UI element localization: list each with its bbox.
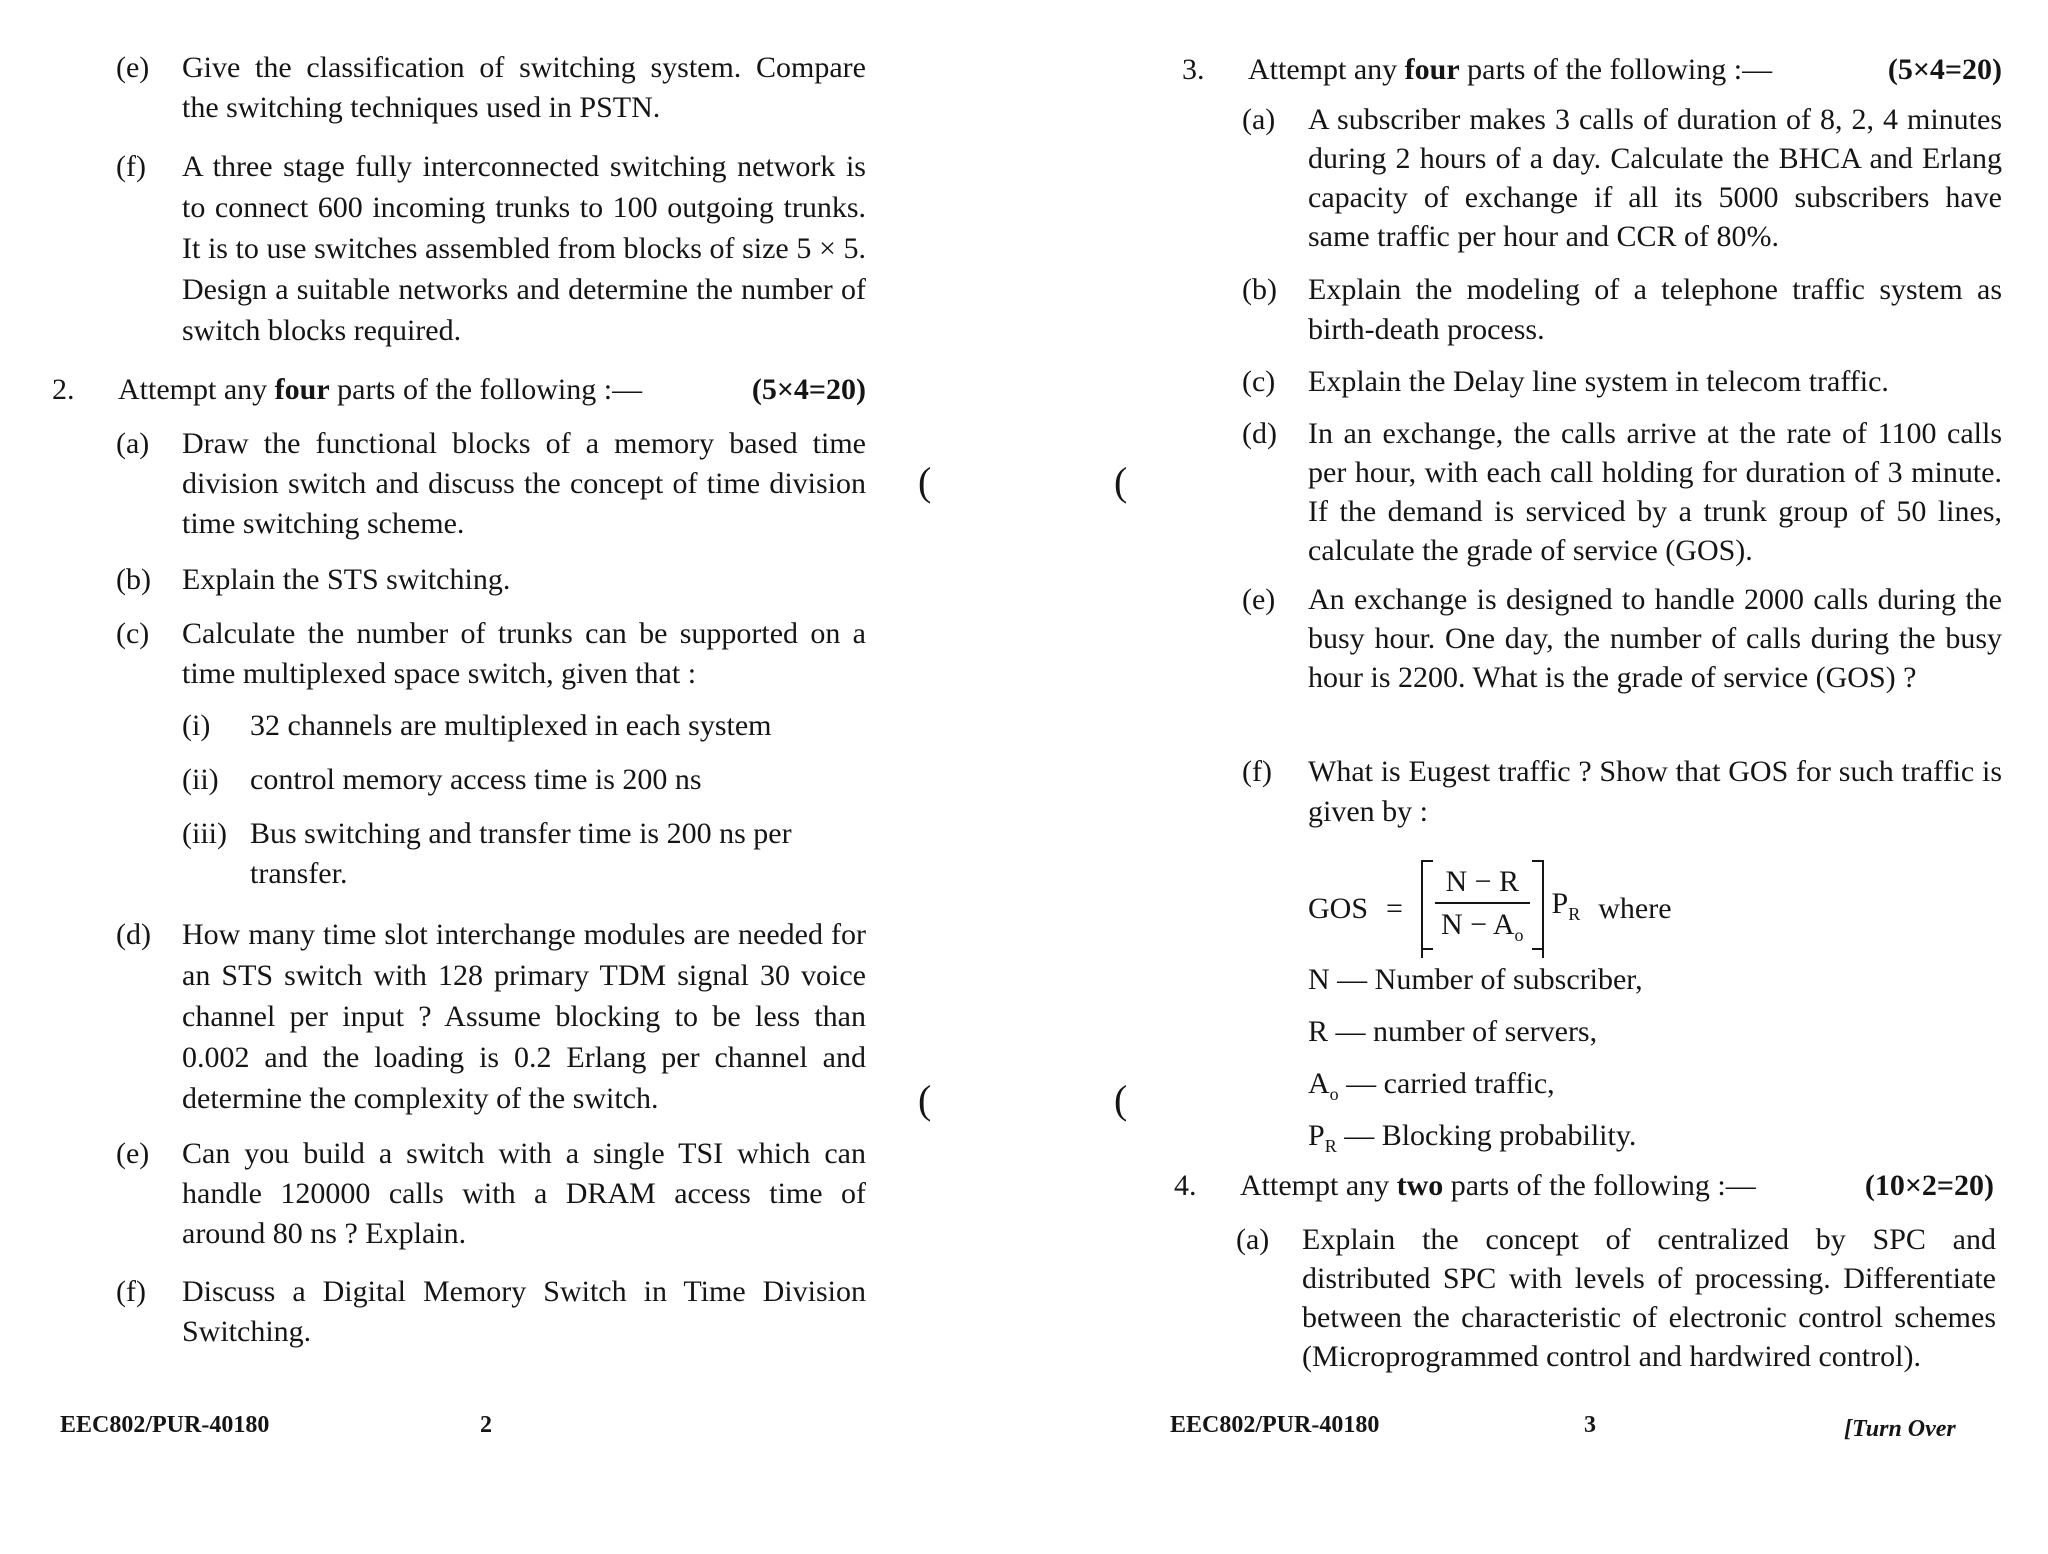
formula-denominator xyxy=(1435,902,1530,956)
q2-part-a xyxy=(116,424,866,544)
q2c-subpart-i xyxy=(182,706,866,746)
definition-text: — carried traffic, xyxy=(1346,1067,1555,1100)
part-text: In an exchange, the calls arrive at the rate of 1100 calls per hour, with each call holding for duration of 3 minute. If the demand is serviced by a trunk group of 50 lines, calculate the grade of service (GOS). xyxy=(1308,417,2002,567)
definition-symbol: P xyxy=(1308,1119,1325,1152)
subpart-label: (ii) xyxy=(182,763,219,796)
part-text: Calculate the number of trunks can be supported on a time multiplexed space switch, given that : xyxy=(182,617,866,690)
part-label: (d) xyxy=(116,918,151,951)
question-4-heading xyxy=(1174,1166,1994,1206)
formula-equals: = xyxy=(1386,892,1403,925)
q2-part-d xyxy=(116,914,866,1119)
definition-symbol: N xyxy=(1308,963,1330,996)
definition-n xyxy=(1308,960,1643,1012)
margin-mark: ( xyxy=(1114,1077,1128,1122)
subpart-text: 32 channels are multiplexed in each system xyxy=(250,709,772,742)
part-text: What is Eugest traffic ? Show that GOS for such traffic is given by : xyxy=(1308,755,2002,828)
turn-over-note: [Turn Over xyxy=(1844,1416,1956,1442)
part-label: (b) xyxy=(1242,273,1277,306)
q2-part-c xyxy=(116,614,866,694)
definition-subscript: R xyxy=(1324,1136,1337,1156)
q3-part-a xyxy=(1242,100,2002,256)
instruction-text: parts of the following :— xyxy=(1467,53,1773,86)
part-label: (c) xyxy=(116,617,150,650)
q3-part-b xyxy=(1242,270,2002,350)
question-marks: (5×4=20) xyxy=(751,373,866,406)
part-text: A three stage fully interconnected switching network is to connect 600 incoming trunks to 100 outgoing trunks. It is to use switches assembled from blocks of size 5 × 5. Design a suitable networks and determine the number of switch blocks required. xyxy=(182,150,866,347)
margin-mark: ( xyxy=(918,1077,932,1122)
right-page xyxy=(1024,0,2048,1554)
definition-symbol: R xyxy=(1308,1015,1329,1048)
instruction-text: Attempt any xyxy=(118,373,268,406)
margin-mark: ( xyxy=(918,459,932,504)
part-text: Explain the Delay line system in telecom traffic. xyxy=(1308,365,1889,398)
definition-a0 xyxy=(1308,1064,1643,1116)
definition-subscript: o xyxy=(1329,1084,1339,1104)
subpart-text: control memory access time is 200 ns xyxy=(250,763,702,796)
subpart-label: (i) xyxy=(182,709,211,742)
footer-paper-code: EEC802/PUR-40180 xyxy=(60,1412,270,1438)
part-text: Explain the STS switching. xyxy=(182,563,511,596)
part-text: Discuss a Digital Memory Switch in Time Division Switching. xyxy=(182,1275,866,1348)
formula-numerator: N − R xyxy=(1445,865,1520,898)
q4-part-a xyxy=(1236,1220,1996,1376)
question-2-heading xyxy=(52,370,866,410)
part-label: (f) xyxy=(1242,755,1272,788)
part-label: (f) xyxy=(116,150,146,183)
definition-text: — Number of subscriber, xyxy=(1337,963,1643,996)
part-label: (a) xyxy=(1242,103,1276,136)
question-3-heading xyxy=(1182,50,2002,90)
formula-fraction xyxy=(1435,862,1530,956)
definition-pr xyxy=(1308,1116,1643,1168)
q2-part-b xyxy=(116,560,866,600)
margin-mark: ( xyxy=(1114,459,1128,504)
instruction-text: Attempt any xyxy=(1240,1169,1390,1202)
formula-factor xyxy=(1552,884,1581,934)
formula-lhs: GOS xyxy=(1308,892,1369,925)
part-label: (e) xyxy=(116,51,150,84)
q2-part-f xyxy=(116,1272,866,1352)
denominator-base: N − A xyxy=(1440,908,1515,941)
definition-r xyxy=(1308,1012,1643,1064)
question-marks: (10×2=20) xyxy=(1864,1169,1994,1202)
part-text: Give the classification of switching system. Compare the switching techniques used in PSTN. xyxy=(182,51,866,124)
part-label: (c) xyxy=(1242,365,1276,398)
denominator-subscript: o xyxy=(1514,925,1524,945)
q3-part-e xyxy=(1242,580,2002,697)
instruction-bold: two xyxy=(1396,1169,1444,1202)
question-number: 3. xyxy=(1182,53,1205,86)
q2c-subpart-iii xyxy=(182,814,866,894)
question-instruction xyxy=(1240,1166,1994,1206)
definition-symbol: A xyxy=(1308,1067,1330,1100)
question-number: 4. xyxy=(1174,1169,1197,1202)
q2c-subpart-ii xyxy=(182,760,866,800)
formula-bracket xyxy=(1421,860,1544,958)
part-text: Explain the concept of centralized by SPC and distributed SPC with levels of processing. Differentiate between the characteristic of electronic control schemes (Microprogrammed control and hardwired control). xyxy=(1302,1223,1996,1373)
instruction-text: Attempt any xyxy=(1248,53,1398,86)
q3-part-d xyxy=(1242,414,2002,570)
instruction-text: parts of the following :— xyxy=(1450,1169,1756,1202)
part-label: (e) xyxy=(1242,583,1276,616)
part-label: (d) xyxy=(1242,417,1277,450)
instruction-bold: four xyxy=(274,373,330,406)
q3-part-c xyxy=(1242,362,2002,402)
part-text: Can you build a switch with a single TSI which can handle 120000 calls with a DRAM access time of around 80 ns ? Explain. xyxy=(182,1137,866,1250)
page-number: 3 xyxy=(1584,1412,1596,1438)
part-label: (a) xyxy=(116,427,150,460)
subpart-text: Bus switching and transfer time is 200 ns per transfer. xyxy=(250,817,792,890)
part-label: (b) xyxy=(116,563,151,596)
q3-part-f xyxy=(1242,752,2002,832)
page-number: 2 xyxy=(480,1412,492,1438)
q1-part-f xyxy=(116,146,866,351)
definition-text: — number of servers, xyxy=(1335,1015,1598,1048)
formula-definitions xyxy=(1308,960,1643,1168)
part-text: Explain the modeling of a telephone traffic system as birth-death process. xyxy=(1308,273,2002,346)
instruction-text: parts of the following :— xyxy=(337,373,643,406)
question-marks: (5×4=20) xyxy=(1887,53,2002,86)
question-instruction xyxy=(118,370,866,410)
question-instruction xyxy=(1248,50,2002,90)
gos-formula xyxy=(1308,860,1672,958)
q1-part-e xyxy=(116,48,866,128)
part-text: An exchange is designed to handle 2000 calls during the busy hour. One day, the number of calls during the busy hour is 2200. What is the grade of service (GOS) ? xyxy=(1308,583,2002,694)
part-label: (a) xyxy=(1236,1223,1270,1256)
part-text: How many time slot interchange modules are needed for an STS switch with 128 primary TDM signal 30 voice channel per input ? Assume blocking to be less than 0.002 and the loading is 0.2 Erlang per channel and determine the complexity of the switch. xyxy=(182,918,866,1115)
subpart-label: (iii) xyxy=(182,817,227,850)
question-number: 2. xyxy=(52,373,75,406)
part-label: (e) xyxy=(116,1137,150,1170)
footer-paper-code: EEC802/PUR-40180 xyxy=(1170,1412,1380,1438)
factor-subscript: R xyxy=(1568,904,1581,924)
instruction-bold: four xyxy=(1404,53,1460,86)
formula-suffix: where xyxy=(1598,892,1672,925)
part-label: (f) xyxy=(116,1275,146,1308)
q2-part-e xyxy=(116,1134,866,1254)
part-text: Draw the functional blocks of a memory based time division switch and discuss the concept of time division time switching scheme. xyxy=(182,427,866,540)
definition-text: — Blocking probability. xyxy=(1344,1119,1637,1152)
factor-base: P xyxy=(1551,887,1569,920)
part-text: A subscriber makes 3 calls of duration of 8, 2, 4 minutes during 2 hours of a day. Calculate the BHCA and Erlang capacity of exchange if all its 5000 subscribers have same traffic per hour and CCR of 80%. xyxy=(1308,103,2002,253)
